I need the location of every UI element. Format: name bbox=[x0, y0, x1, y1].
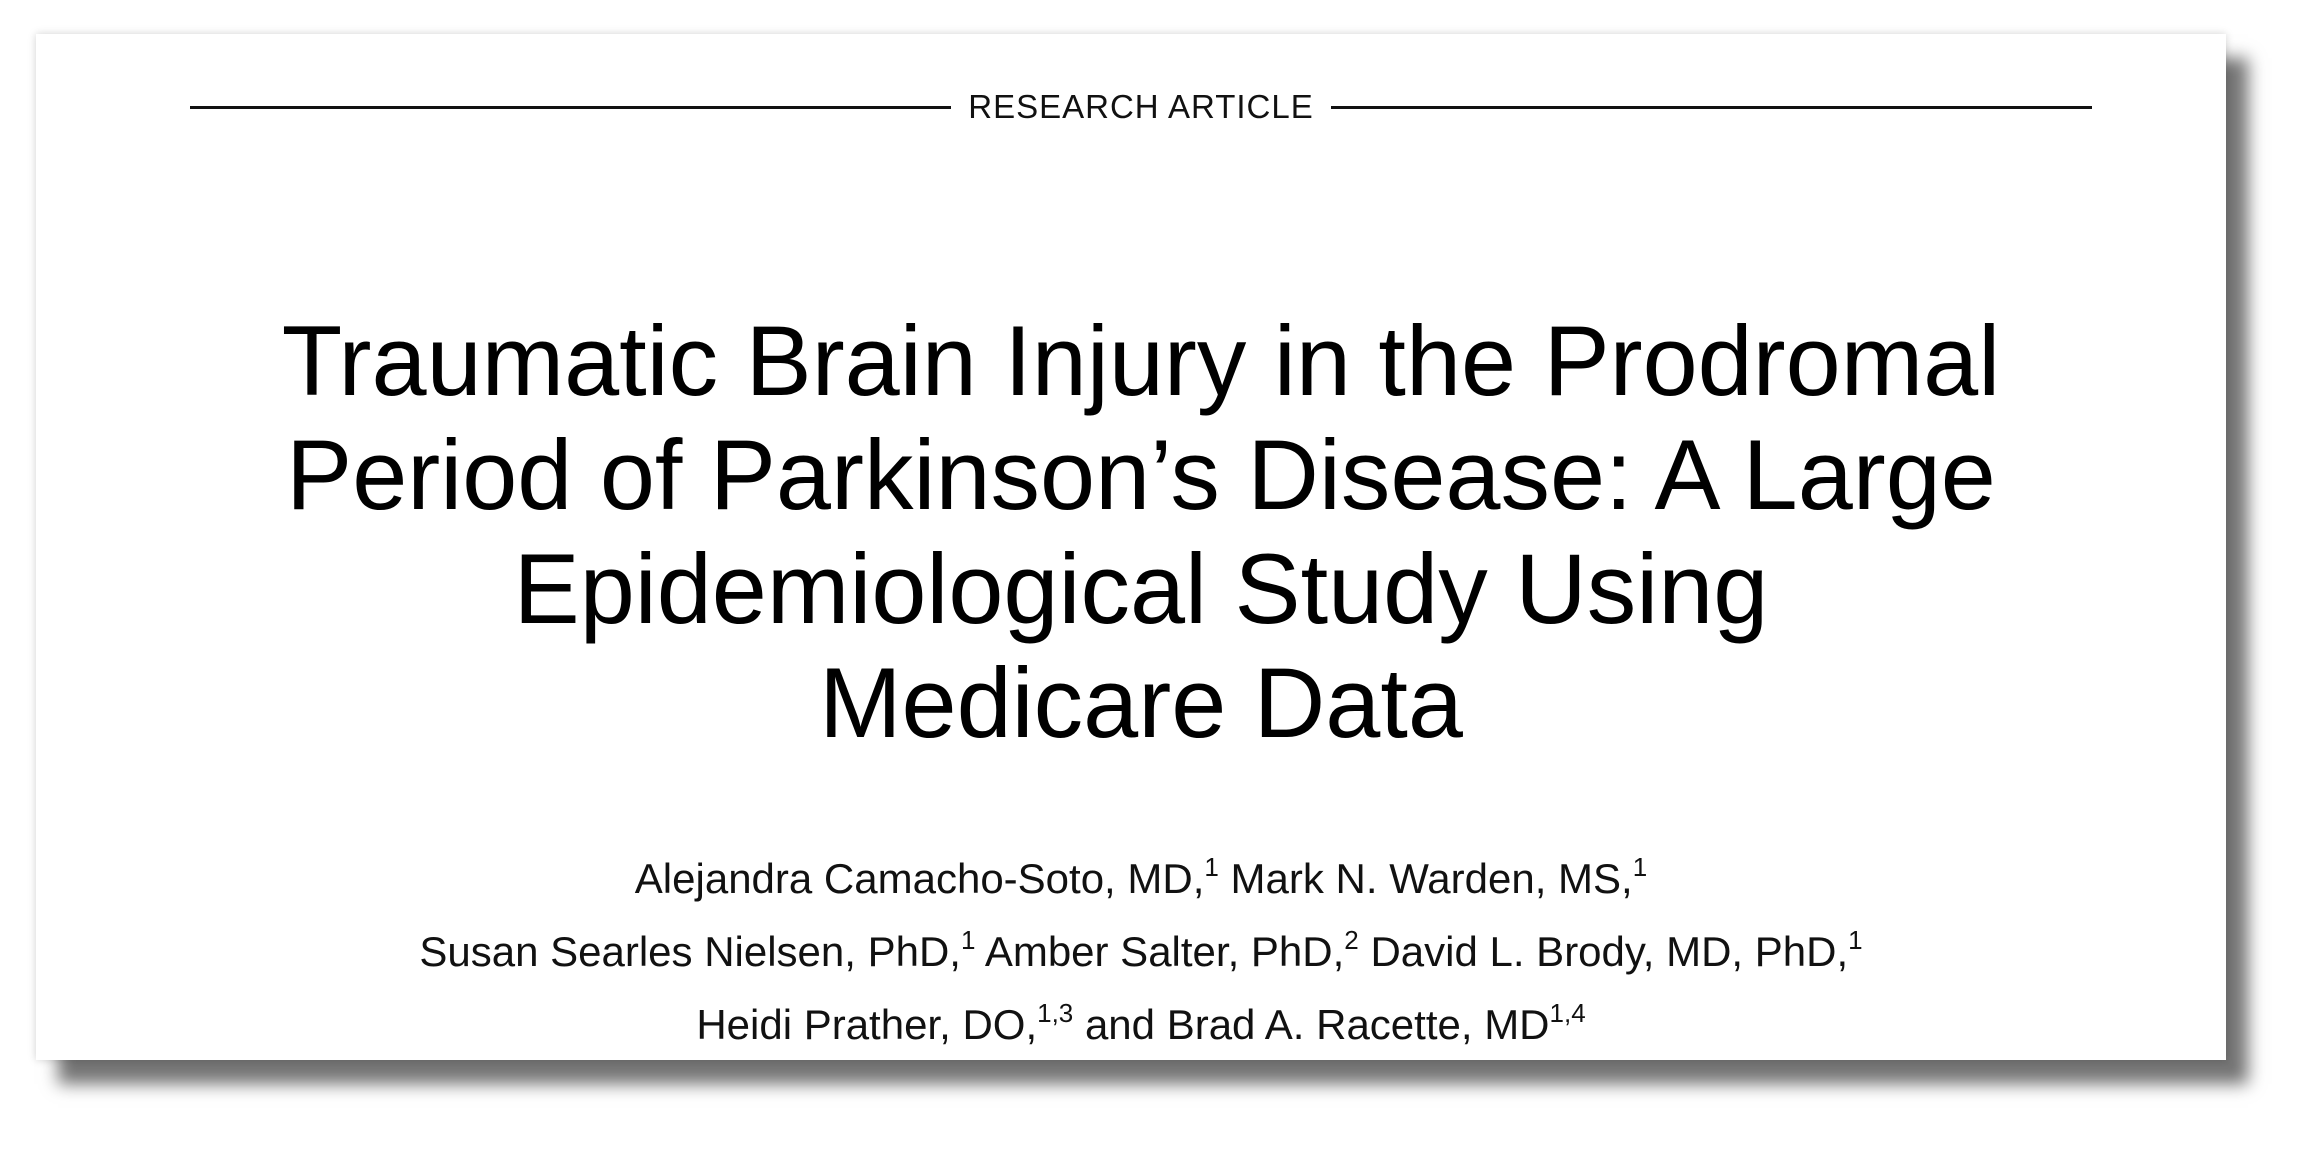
article-page bbox=[36, 34, 2226, 1060]
affiliation-marker: 1,3 bbox=[1037, 998, 1074, 1028]
author-name: Alejandra Camacho-Soto, MD, bbox=[634, 855, 1205, 902]
author-line bbox=[146, 988, 2136, 1061]
section-label: RESEARCH ARTICLE bbox=[968, 88, 1314, 125]
header-rule-left bbox=[190, 106, 951, 109]
author bbox=[984, 925, 1359, 975]
article-title bbox=[146, 304, 2136, 760]
author bbox=[1084, 998, 1586, 1048]
title-line: Medicare Data bbox=[819, 647, 1463, 758]
author-name: and Brad A. Racette, MD bbox=[1084, 1001, 1550, 1048]
affiliation-marker: 1 bbox=[1848, 925, 1863, 955]
author bbox=[1370, 925, 1863, 975]
affiliation-marker: 1 bbox=[1632, 852, 1648, 882]
author-line bbox=[146, 842, 2136, 915]
author-name: Amber Salter, PhD, bbox=[984, 928, 1345, 975]
affiliation-marker: 2 bbox=[1344, 925, 1359, 955]
affiliation-marker: 1,4 bbox=[1549, 998, 1586, 1028]
author-line bbox=[146, 915, 2136, 988]
title-line: Traumatic Brain Injury in the Prodromal bbox=[281, 305, 2001, 416]
author-list bbox=[146, 842, 2136, 1061]
affiliation-marker: 1 bbox=[1204, 852, 1219, 882]
affiliation-marker: 1 bbox=[960, 925, 976, 955]
author-name: Heidi Prather, DO, bbox=[696, 1001, 1038, 1048]
section-header bbox=[190, 82, 2092, 132]
author bbox=[1230, 852, 1648, 902]
author bbox=[634, 852, 1219, 902]
title-line: Epidemiological Study Using bbox=[513, 533, 1769, 644]
title-line: Period of Parkinson’s Disease: A Large bbox=[286, 419, 1996, 530]
author-name: David L. Brody, MD, PhD, bbox=[1370, 928, 1849, 975]
author bbox=[419, 925, 976, 975]
author-name: Susan Searles Nielsen, PhD, bbox=[419, 928, 961, 975]
header-rule-right bbox=[1331, 106, 2092, 109]
author-name: Mark N. Warden, MS, bbox=[1230, 855, 1633, 902]
author bbox=[696, 998, 1074, 1048]
